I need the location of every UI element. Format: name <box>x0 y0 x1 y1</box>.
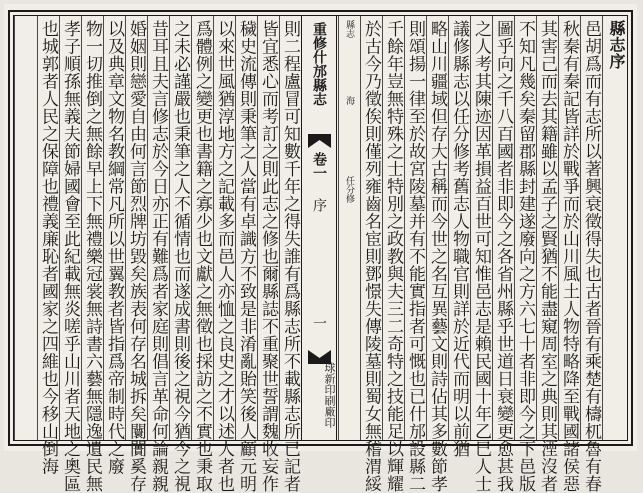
column-text: 之未必謹嚴也秉筆之人不循情也而遂成書則後之視今猶今之視 <box>170 20 190 493</box>
text-column <box>279 16 301 493</box>
text-column <box>382 16 404 493</box>
page-frame-inner <box>13 15 628 493</box>
column-text: 也城郭者人民之保障也禮義廉恥者國家之四維也今移山倒海 <box>38 20 58 475</box>
text-column <box>125 16 147 493</box>
text-column <box>169 16 191 493</box>
column-text: 以來世風猶淳地方之記載多而邑人亦恤之良史之才以述人者也 <box>214 20 234 493</box>
column-text: 秋秦有秦記皆詳於戰爭而於山川風土人物特略降至戰國諸侯惡 <box>559 20 579 493</box>
text-column <box>59 16 81 493</box>
text-column <box>213 16 235 493</box>
volume-label: 卷一 <box>311 152 327 180</box>
column-text: 圖乎向之千八百國者非即今之各省州縣乎世道日衰變更愈甚我 <box>493 20 513 493</box>
column-text: 之人考其陳迹因革損益百世可知惟邑志是賴民國十年乙巳人士 <box>471 20 491 493</box>
column-text: 議修縣志以任分修考舊志人物職官則詳於近代而明以前猶 <box>449 20 469 458</box>
text-column <box>492 16 514 493</box>
column-text: 以及典章文物名教綱常凡所以世翼教者皆指爲帝制時代之廢 <box>104 20 124 475</box>
printer-name: 球新印刷廠印 <box>323 362 336 428</box>
text-column <box>360 16 382 493</box>
text-column <box>235 16 257 493</box>
text-column <box>147 16 169 493</box>
book-page <box>4 4 637 493</box>
text-column <box>191 16 213 493</box>
text-column <box>103 16 125 475</box>
left-text-panel <box>14 16 301 493</box>
column-text: 於古今乃徵俟則僅列雍齒名宦則鄧憬失傳陵墓則蜀女無稽渭綏 <box>361 20 381 493</box>
column-text: 則頌揚一律至於故宮陵墓并有不能實指者可慨也已什邡設縣二 <box>405 20 425 493</box>
small-insert: 任分修 <box>344 176 354 203</box>
section-label: 序 <box>311 198 327 212</box>
header-column <box>602 16 627 440</box>
text-column <box>257 16 279 493</box>
right-text-panel <box>328 16 627 493</box>
text-column <box>514 16 536 493</box>
page-frame <box>8 10 633 493</box>
text-column <box>580 16 602 493</box>
column-text: 略山川疆域但存大古稱而今世之名互異藝文則詩佔其多數節孝 <box>427 20 447 493</box>
text-column <box>448 16 470 458</box>
text-column <box>536 16 558 493</box>
preface-header: 縣志序 <box>607 20 626 70</box>
small-insert-column <box>338 16 360 440</box>
column-text: 穢史流傳則秉筆之人當有卓識方不致是非淆亂貽笑後人顧元明 <box>236 20 256 493</box>
column-text: 邑胡爲而有志所以著興衰徵得失也古者晉有乘楚有檮杌魯有春 <box>581 20 601 493</box>
text-column <box>404 16 426 493</box>
text-column <box>81 16 103 493</box>
column-text: 物一切推倒之無餘早上下無禮樂冠裳無詩書六藝無隱逸遺民無 <box>82 20 102 493</box>
column-text: 昔耳且夫言修志於今日亦正有難爲者家庭則倡言革命何論親親 <box>148 20 168 493</box>
column-text: 其害己而去其籍雖以孟子之賢猶不能盡窺周室之典則其湮沒者 <box>537 20 557 493</box>
column-text: 皆宜悉心而考訂之則此志之修也爾縣誌不重聚世誓謂魏收妄作 <box>258 20 278 493</box>
text-column <box>470 16 492 493</box>
column-text: 爲體例之變更也書籍之寡少也文獻之無徵也採訪之不實也秉取 <box>192 20 212 493</box>
column-text: 婚姻則戀愛自由何言節烈牌坊毀矣族表何存名城拆矣闤闠奚存 <box>126 20 146 493</box>
small-insert: 海 <box>344 96 354 105</box>
column-text: 不知凡幾矣秦留郡縣封建遂廢向之方六七十者非即今之下邑版 <box>515 20 535 493</box>
column-text: 千餘年豈無特殊之士特別之政教與夫三二奇特之技能足以輝耀 <box>383 20 403 493</box>
column-text: 則二程盧冒可知數千年之得失誰有爲縣志所不載縣志所已記者 <box>280 20 300 493</box>
text-column <box>37 16 59 475</box>
page-number: 一 <box>311 316 327 330</box>
book-title: 重修什邡縣志 <box>311 22 327 106</box>
text-column <box>558 16 580 493</box>
text-column-empty <box>14 16 37 440</box>
column-text: 孝子順孫無義夫節婦國會至此紀載無炎嗟乎山川者天地之奧區 <box>60 20 80 493</box>
text-column <box>426 16 448 493</box>
small-insert: 縣志 <box>344 20 354 38</box>
